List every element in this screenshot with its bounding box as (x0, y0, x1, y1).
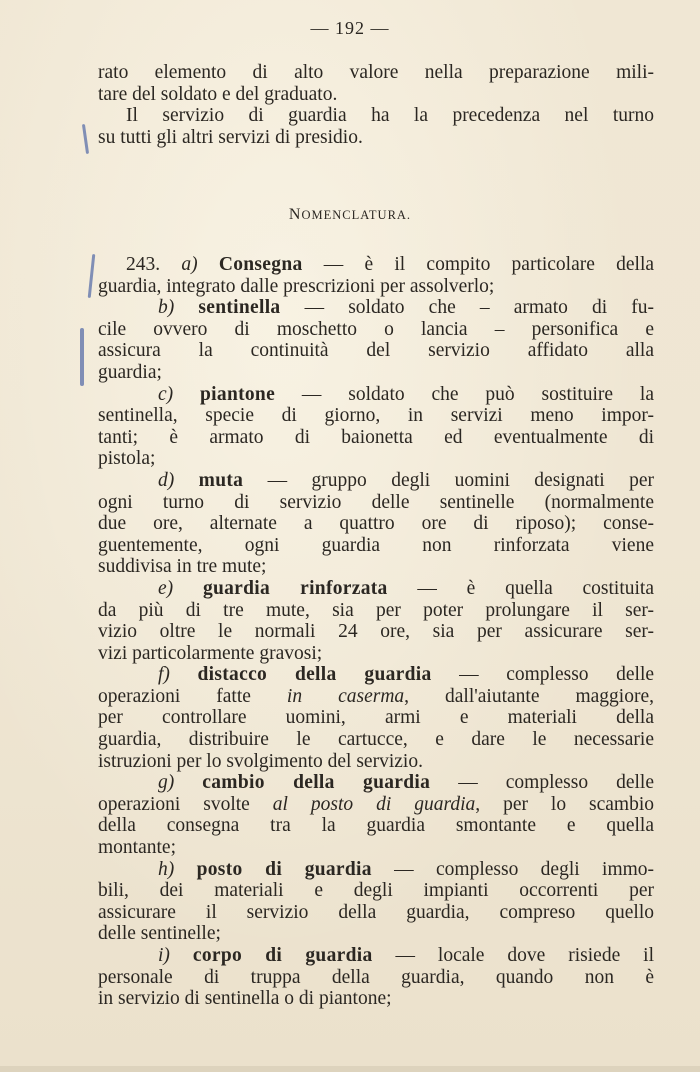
text-line: su tutti gli altri servizi di presidio. (98, 126, 363, 148)
item-term: piantone (200, 383, 276, 405)
item-text: — complesso degli immo- (394, 858, 654, 880)
item-d (98, 470, 654, 492)
item-letter: i) (158, 945, 170, 966)
item-text: — è quella costituita (417, 577, 654, 599)
item-term: corpo di guardia (192, 945, 373, 966)
text-line: guardia; (98, 361, 162, 383)
item-letter: f) (158, 664, 170, 686)
item-term: Consegna (218, 254, 303, 275)
text-line: vizi particolarmente gravosi; (98, 642, 323, 664)
page-edge (0, 1066, 700, 1072)
text-line: due ore, alternate a quattro ore di riposo); conse- (98, 513, 654, 535)
item-b (98, 297, 654, 319)
item-i (98, 945, 654, 967)
text-line (98, 686, 654, 708)
text-line: rato elemento di alto valore nella preparazione mili- (98, 62, 654, 83)
item-letter: c) (158, 383, 174, 405)
item-g (98, 772, 654, 794)
text-line: bili, dei materiali e degli impianti occorrenti per (98, 880, 654, 902)
text-line: in servizio di sentinella o di piantone; (98, 988, 392, 1010)
item-term: muta (198, 469, 244, 491)
section-heading (0, 206, 700, 224)
text-line: per controllare uomini, armi e materiali della (98, 707, 654, 729)
italic-phrase: in caserma (286, 685, 405, 707)
item-text: — soldato che può sostituire la (301, 383, 654, 405)
item-term: guardia rinforzata (202, 577, 388, 599)
text-line: Il servizio di guardia ha la precedenza nel turno (126, 105, 654, 127)
item-letter: a) (181, 254, 198, 275)
text-line: da più di tre mute, sia per poter prolungare il ser- (98, 599, 654, 621)
text-line: della consegna tra la guardia smontante e quella (98, 815, 654, 837)
item-letter: h) (158, 858, 175, 880)
text-span: , per lo scambio (475, 793, 654, 815)
intro-paragraph (98, 62, 654, 148)
item-text: — complesso delle (459, 664, 654, 686)
item-text: — soldato che – armato di fu- (304, 297, 654, 319)
item-letter: d) (158, 469, 175, 491)
item-letter: e) (158, 577, 174, 599)
text-line: guardia, integrato dalle prescrizioni per assolverlo; (98, 275, 495, 297)
item-term: sentinella (198, 297, 281, 319)
margin-mark (82, 124, 89, 154)
item-term: distacco della guardia (197, 664, 432, 686)
text-line: tare del soldato e del graduato. (98, 83, 338, 105)
text-line: pistola; (98, 448, 156, 470)
item-e (98, 578, 654, 600)
heading-cap: N (288, 206, 302, 223)
text-line: assicurare il servizio della guardia, compreso quello (98, 901, 654, 923)
text-line: personale di truppa della guardia, quando non è (98, 966, 654, 988)
item-text: — gruppo degli uomini designati per (267, 469, 654, 491)
text-line: delle sentinelle; (98, 923, 221, 945)
item-c (98, 384, 654, 406)
margin-mark (88, 254, 96, 298)
text-line: guentemente, ogni guardia non rinforzata viene (98, 534, 654, 556)
item-text: — complesso delle (458, 772, 654, 794)
heading-rest: OMENCLATURA. (301, 208, 412, 222)
text-line: vizio oltre le normali 24 ore, sia per assicurare ser- (98, 621, 654, 643)
text-line: tanti; è armato di baionetta ed eventualmente di (98, 426, 654, 448)
text-line: istruzioni per lo svolgimento del servizio. (98, 750, 423, 772)
text-span: , dall'aiutante maggiore, (404, 685, 654, 707)
item-a (98, 254, 654, 276)
text-line: guardia, distribuire le cartucce, e dare le necessarie (98, 729, 654, 751)
margin-mark (80, 328, 84, 386)
italic-phrase: al posto di guardia (272, 793, 476, 815)
text-line: suddivisa in tre mute; (98, 556, 267, 578)
text-line: cile ovvero di moschetto o lancia – personifica e (98, 318, 654, 340)
text-line (98, 794, 654, 816)
item-letter: b) (158, 297, 175, 319)
text-line: montante; (98, 837, 176, 859)
item-f (98, 664, 654, 686)
item-term: posto di guardia (196, 858, 372, 880)
item-h (98, 859, 654, 881)
item-letter: g) (158, 772, 175, 794)
item-term: cambio della guardia (202, 772, 431, 794)
text-span: operazioni fatte (98, 685, 251, 707)
item-text: — locale dove risiede il (395, 945, 654, 966)
text-line: sentinella, specie di giorno, in servizi meno impor- (98, 405, 654, 427)
article-number: 243. (126, 254, 161, 275)
text-span: operazioni svolte (98, 793, 250, 815)
text-line: ogni turno di servizio delle sentinelle (normalmente (98, 491, 654, 513)
page-number: — 192 — (310, 18, 390, 38)
item-text: — è il compito particolare della (323, 254, 654, 275)
article-243 (98, 254, 654, 1010)
text-line: assicura la continuità del servizio affidato alla (98, 340, 654, 362)
